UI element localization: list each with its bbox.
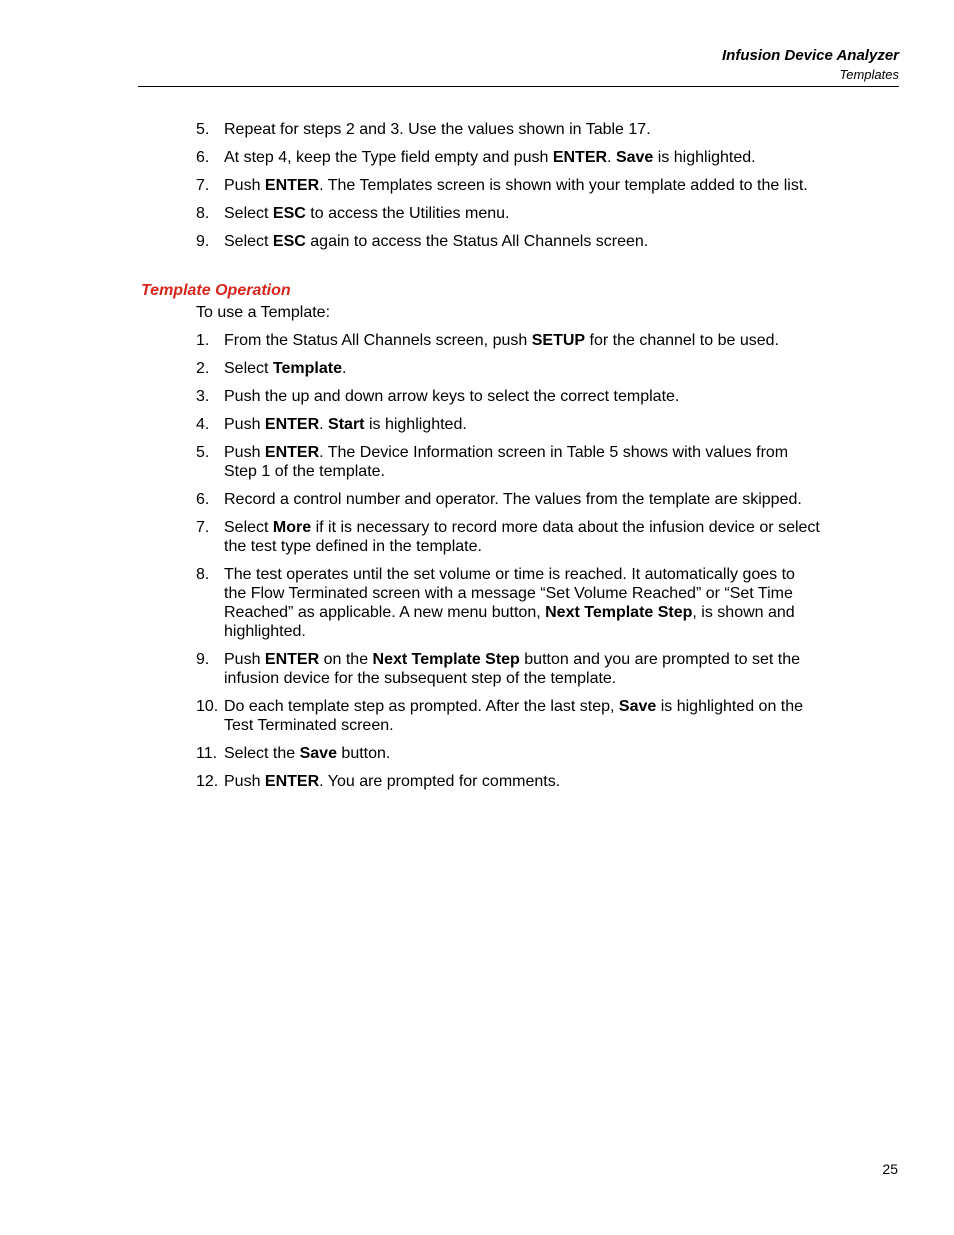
text-run: Select [224, 205, 273, 222]
list-item [196, 744, 821, 763]
emphasis-term: More [272, 519, 312, 536]
text-run: Push the up and down arrow keys to select the correct template. [224, 388, 680, 405]
list-item [196, 650, 821, 688]
list-item [196, 176, 821, 195]
text-run: to access the Utilities menu. [305, 205, 510, 222]
list-item-text [224, 360, 346, 377]
list-item-text [224, 491, 802, 508]
text-run: button and you are prompted to set the infusion device for the subsequent step of the template. [224, 651, 801, 687]
text-run: if it is necessary to record more data about the infusion device or select the test type defined in the template. [224, 519, 820, 555]
text-run: on the [319, 651, 373, 668]
steps-list-continued [196, 120, 821, 260]
list-item-number: 11. [196, 745, 218, 762]
list-item-number: 8. [196, 566, 210, 583]
list-item-number: 4. [196, 416, 210, 433]
text-run: The test operates until the set volume or time is reached. It automatically goes to the Flow Terminated screen with a message “Set Volume Reached” or “Set Time Reached” as applicable. A new menu button, [224, 566, 795, 621]
text-run: Select the [224, 745, 300, 762]
list-item [196, 148, 821, 167]
list-item-text [224, 444, 788, 480]
emphasis-term: Start [328, 416, 365, 433]
list-item-number: 6. [196, 491, 210, 508]
section-heading: Template Operation [141, 282, 291, 299]
list-item-number: 6. [196, 149, 210, 166]
list-item-number: 8. [196, 205, 210, 222]
emphasis-term: ENTER [264, 773, 320, 790]
text-run: At step 4, keep the Type field empty and push [224, 149, 553, 166]
text-run: Select [224, 360, 273, 377]
text-run: Repeat for steps 2 and 3. Use the values shown in Table 17. [224, 121, 651, 138]
list-item-number: 12. [196, 773, 219, 790]
list-item-number: 3. [196, 388, 210, 405]
list-item-number: 1. [196, 332, 210, 349]
text-run: is highlighted on the Test Terminated screen. [224, 698, 804, 734]
emphasis-term: Next Template Step [372, 651, 520, 668]
section-intro: To use a Template: [196, 304, 331, 321]
list-item-text [224, 698, 803, 734]
list-item-text [224, 332, 779, 349]
emphasis-term: ENTER [264, 651, 320, 668]
list-item [196, 232, 821, 251]
emphasis-term: ENTER [264, 416, 320, 433]
list-item-number: 10. [196, 698, 219, 715]
text-run: Select [224, 233, 273, 250]
list-item [196, 331, 821, 350]
emphasis-term: ENTER [264, 444, 320, 461]
list-item-number: 2. [196, 360, 210, 377]
emphasis-term: Template [272, 360, 342, 377]
emphasis-term: ESC [272, 205, 306, 222]
text-run: Push [224, 416, 265, 433]
list-item [196, 565, 821, 641]
list-item [196, 772, 821, 791]
text-run: . [319, 416, 329, 433]
text-run: button. [336, 745, 391, 762]
list-item-number: 5. [196, 444, 210, 461]
list-item-number: 9. [196, 233, 210, 250]
page-header [138, 46, 899, 87]
list-item-text [224, 651, 800, 687]
text-run: Record a control number and operator. The values from the template are skipped. [224, 491, 802, 508]
emphasis-term: Save [618, 698, 657, 715]
emphasis-term: SETUP [531, 332, 586, 349]
list-item [196, 120, 821, 139]
text-run: . The Templates screen is shown with your template added to the list. [319, 177, 808, 194]
list-item-number: 7. [196, 519, 210, 536]
emphasis-term: ENTER [264, 177, 320, 194]
text-run: , is shown and highlighted. [224, 604, 795, 640]
list-item-text [224, 177, 808, 194]
list-item [196, 415, 821, 434]
text-run: for the channel to be used. [585, 332, 779, 349]
emphasis-term: Save [615, 149, 654, 166]
text-run: From the Status All Channels screen, push [224, 332, 532, 349]
text-run: Push [224, 177, 265, 194]
text-run: Push [224, 444, 265, 461]
list-item [196, 443, 821, 481]
list-item-text [224, 773, 560, 790]
list-item [196, 490, 821, 509]
list-item-text [224, 388, 679, 405]
list-item-number: 7. [196, 177, 210, 194]
text-run: Select [224, 519, 273, 536]
text-run: . [341, 360, 347, 377]
steps-list-template-operation [196, 331, 821, 800]
text-run: again to access the Status All Channels screen. [305, 233, 649, 250]
list-item [196, 204, 821, 223]
text-run: Push [224, 773, 265, 790]
list-item [196, 697, 821, 735]
list-item-text [224, 149, 756, 166]
text-run: . You are prompted for comments. [319, 773, 561, 790]
header-subtitle: Templates [839, 67, 899, 82]
list-item-text [224, 519, 820, 555]
emphasis-term: ENTER [552, 149, 608, 166]
list-item-text [224, 566, 795, 640]
emphasis-term: ESC [272, 233, 306, 250]
header-title: Infusion Device Analyzer [722, 47, 899, 64]
text-run: Push [224, 651, 265, 668]
text-run: is highlighted. [364, 416, 467, 433]
list-item-text [224, 121, 651, 138]
list-item [196, 359, 821, 378]
emphasis-term: Save [299, 745, 337, 762]
text-run: . [607, 149, 616, 166]
page-number: 25 [882, 1161, 898, 1177]
text-run: is highlighted. [653, 149, 756, 166]
list-item [196, 387, 821, 406]
text-run: Do each template step as prompted. After the last step, [224, 698, 619, 715]
list-item-text [224, 416, 467, 433]
list-item-text [224, 205, 509, 222]
list-item [196, 518, 821, 556]
list-item-number: 5. [196, 121, 210, 138]
emphasis-term: Next Template Step [545, 604, 693, 621]
list-item-text [224, 745, 390, 762]
text-run: . The Device Information screen in Table 5 shows with values from Step 1 of the template. [224, 444, 789, 480]
list-item-text [224, 233, 648, 250]
list-item-number: 9. [196, 651, 210, 668]
